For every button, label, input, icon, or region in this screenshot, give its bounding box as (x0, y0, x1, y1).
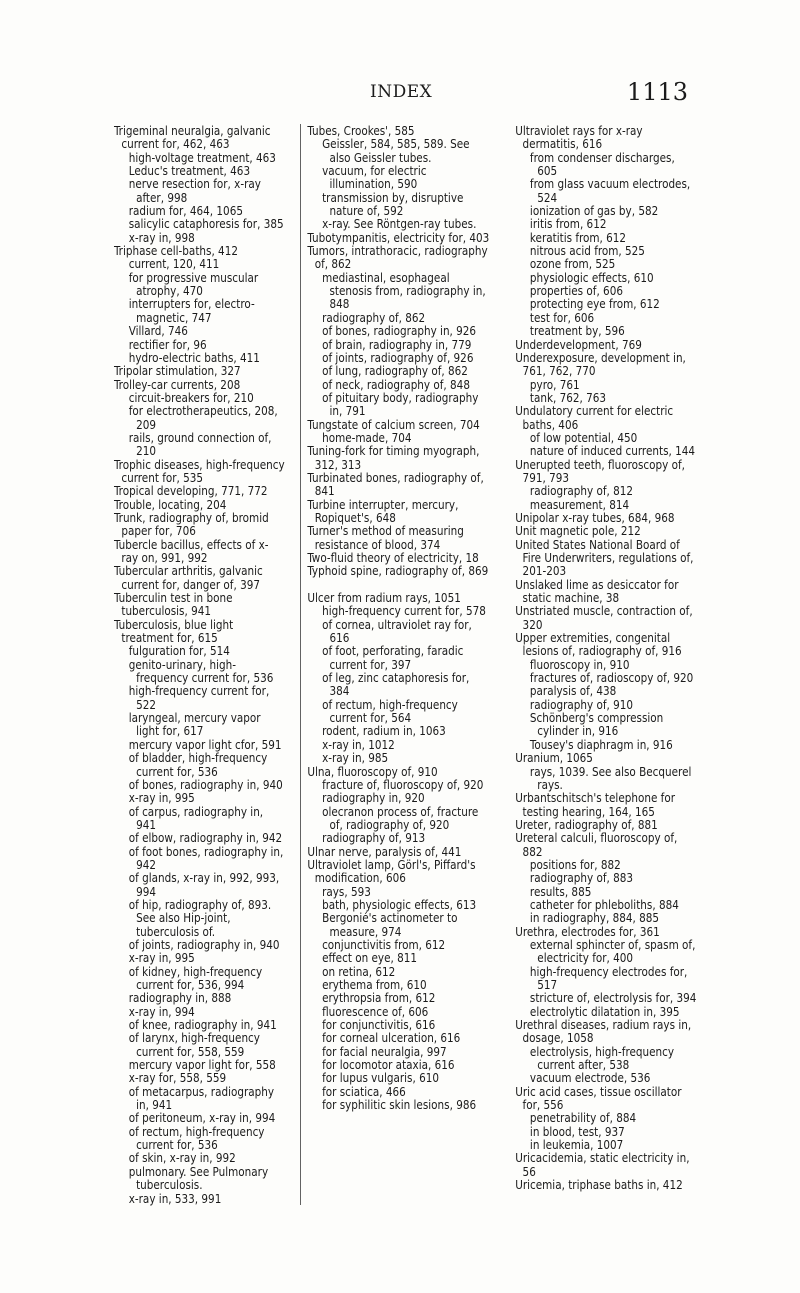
index-subentry: of bones, radiography in, 940 (128, 776, 283, 792)
index-subentry: of peritoneum, x-ray in, 994 (128, 1110, 276, 1126)
index-subentry: penetrability of, 884 (529, 1110, 637, 1126)
index-subentry: mercury vapor light cfor, 591 (128, 736, 282, 752)
index-subentry: of foot, perforating, faradic current for, 397 (322, 643, 464, 672)
index-subentry: of kidney, high-frequency current for, 536, 994 (128, 963, 263, 992)
index-column-1 (114, 124, 285, 1205)
index-subentry: interrupters for, electro-magnetic, 747 (128, 296, 255, 325)
index-subentry: radiography of, 862 (322, 309, 426, 325)
index-subentry: bath, physiologic effects, 613 (322, 896, 477, 912)
index-subentry: ionization of gas by, 582 (529, 203, 659, 219)
index-entry: Ultraviolet rays for x-ray dermatitis, 616 (515, 123, 643, 152)
index-entry: Unit magnetic pole, 212 (515, 523, 641, 539)
index-entry: Tripolar stimulation, 327 (114, 363, 241, 379)
index-subentry: radiography of, 910 (529, 696, 634, 712)
index-subentry: high-frequency current for, 522 (128, 683, 270, 712)
index-subentry: Villard, 746 (128, 323, 188, 339)
index-subentry: iritis from, 612 (529, 216, 607, 232)
index-entry: Trunk, radiography of, bromid paper for, 706 (114, 509, 269, 539)
index-subentry: of bladder, high-frequency current for, 536 (128, 750, 268, 779)
index-subentry: on retina, 612 (322, 963, 396, 979)
index-subentry: of knee, radiography in, 941 (128, 1017, 277, 1033)
index-entry: Unipolar x-ray tubes, 684, 968 (515, 509, 675, 525)
index-subentry: for facial neuralgia, 997 (322, 1043, 447, 1059)
index-subentry: x-ray in, 985 (322, 750, 389, 766)
index-entry: Uric acid cases, tissue oscillator for, 556 (515, 1083, 682, 1113)
index-subentry: for syphilitic skin lesions, 986 (322, 1097, 477, 1113)
running-title: INDEX (370, 82, 433, 102)
index-subentry: x-ray in, 1012 (322, 736, 395, 752)
index-subentry: pyro, 761 (529, 376, 580, 392)
index-entry: Tubercular arthritis, galvanic current for, danger of, 397 (114, 563, 263, 592)
index-subentry: laryngeal, mercury vapor light for, 617 (128, 710, 261, 739)
index-entry: Urethral diseases, radium rays in, dosage, 1058 (515, 1017, 692, 1046)
index-subentry: high-frequency current for, 578 (322, 603, 486, 619)
index-subentry: radiography in, 920 (322, 790, 425, 806)
index-subentry: electrolytic dilatation in, 395 (529, 1003, 680, 1019)
index-subentry: for electrotherapeutics, 208, 209 (128, 403, 278, 432)
index-entry: Tumors, intrathoracic, radiography of, 862 (307, 243, 488, 272)
index-subentry: of rectum, high-frequency current for, 536 (128, 1123, 265, 1153)
index-subentry: x-ray. See Röntgen-ray tubes. (322, 216, 477, 232)
index-entry: Upper extremities, congenital lesions of, radiography of, 916 (515, 630, 682, 659)
index-subentry: treatment by, 596 (529, 323, 625, 339)
index-entry: Tubercle bacillus, effects of x-ray on, 991, 992 (114, 536, 269, 565)
index-subentry: of leg, zinc cataphoresis for, 384 (322, 670, 470, 699)
index-subentry: of joints, radiography of, 926 (322, 349, 474, 365)
index-subentry: in radiography, 884, 885 (529, 910, 659, 926)
index-subentry: for progressive muscular atrophy, 470 (128, 269, 259, 299)
index-subentry: x-ray in, 995 (128, 950, 195, 966)
index-entry: Uranium, 1065 (515, 750, 593, 766)
index-subentry: mercury vapor light for, 558 (128, 1057, 276, 1073)
index-entry: Typhoid spine, radiography of, 869 (307, 563, 489, 579)
index-entry: Underexposure, development in, 761, 762, 770 (515, 349, 686, 379)
index-subentry: x-ray in, 995 (128, 790, 195, 806)
index-entry: Ulcer from radium rays, 1051 (307, 590, 461, 606)
index-subentry: tank, 762, 763 (529, 389, 607, 405)
index-subentry: of foot bones, radiography in, 942 (128, 843, 284, 872)
index-subentry: x-ray in, 994 (128, 1003, 195, 1019)
index-subentry: of brain, radiography in, 779 (322, 336, 472, 352)
index-entry: Uricemia, triphase baths in, 412 (515, 1177, 683, 1193)
index-subentry: of joints, radiography in, 940 (128, 936, 280, 952)
index-entry: Tropical developing, 771, 772 (114, 483, 268, 499)
index-subentry: external sphincter of, spasm of, electricity for, 400 (529, 936, 696, 966)
index-entry: Tungstate of calcium screen, 704 (307, 416, 480, 432)
index-subentry: Tousey's diaphragm in, 916 (529, 736, 673, 752)
index-entry: Urethra, electrodes for, 361 (515, 923, 660, 939)
index-subentry: fluorescence of, 606 (322, 1003, 429, 1019)
index-entry: Ureteral calculi, fluoroscopy of, 882 (515, 830, 678, 859)
index-subentry: radiography of, 883 (529, 870, 634, 886)
index-entry: Trophic diseases, high-frequency current for, 535 (114, 456, 285, 485)
index-subentry: radiography in, 888 (128, 990, 232, 1006)
index-entry: Ureter, radiography of, 881 (515, 816, 658, 832)
index-subentry: from condenser discharges, 605 (529, 149, 675, 179)
index-subentry: Bergonié's actinometer to measure, 974 (322, 910, 458, 939)
index-subentry: ozone from, 525 (529, 256, 616, 272)
index-entry: Ultraviolet lamp, Görl's, Piffard's modification, 606 (307, 856, 476, 886)
index-subentry: Leduc's treatment, 463 (128, 163, 251, 179)
index-subentry: fulguration for, 514 (128, 643, 230, 659)
index-column-2 (300, 124, 490, 1205)
index-subentry: of pituitary body, radiography in, 791 (322, 389, 479, 419)
index-subentry: pulmonary. See Pulmonary tuberculosis. (128, 1163, 269, 1193)
index-entry: Trouble, locating, 204 (114, 496, 227, 512)
index-column-3 (506, 124, 697, 1205)
index-subentry: high-frequency electrodes for, 517 (529, 963, 688, 992)
index-subentry: nitrous acid from, 525 (529, 243, 645, 259)
index-subentry: rays, 593 (322, 883, 371, 899)
index-subentry: of elbow, radiography in, 942 (128, 830, 283, 846)
index-subentry: radiography of, 913 (322, 830, 426, 846)
index-subentry: x-ray in, 998 (128, 229, 195, 245)
index-subentry: of larynx, high-frequency current for, 558, 559 (128, 1030, 260, 1059)
index-subentry: radiography of, 812 (529, 483, 634, 499)
index-subentry: circuit-breakers for, 210 (128, 389, 254, 405)
index-subentry: radium for, 464, 1065 (128, 203, 243, 219)
index-entry: Trolley-car currents, 208 (114, 376, 241, 392)
index-subentry: of metacarpus, radiography in, 941 (128, 1083, 275, 1113)
index-subentry: of hip, radiography of, 893. See also Hip-joint, tuberculosis of. (128, 896, 272, 939)
index-subentry: for conjunctivitis, 616 (322, 1017, 436, 1033)
index-subentry: vacuum, for electric illumination, 590 (322, 163, 427, 192)
index-subentry: fractures of, radioscopy of, 920 (529, 670, 694, 686)
index-subentry: for locomotor ataxia, 616 (322, 1057, 455, 1073)
index-subentry: in blood, test, 937 (529, 1123, 625, 1139)
index-subentry: in leukemia, 1007 (529, 1137, 624, 1153)
index-entry: Urbantschitsch's telephone for testing hearing, 164, 165 (515, 790, 675, 819)
index-subentry: for sciatica, 466 (322, 1083, 406, 1099)
index-entry: Turner's method of measuring resistance of blood, 374 (307, 523, 464, 552)
index-subentry: results, 885 (529, 883, 592, 899)
page-number: 1113 (626, 78, 688, 106)
index-subentry: effect on eye, 811 (322, 950, 417, 966)
index-subentry: nature of induced currents, 144 (529, 443, 695, 459)
index-subentry: fracture of, fluoroscopy of, 920 (322, 776, 484, 792)
index-subentry: erythema from, 610 (322, 977, 427, 992)
index-subentry: electrolysis, high-frequency current after, 538 (529, 1043, 675, 1073)
index-entry: Undulatory current for electric baths, 406 (515, 403, 674, 432)
index-subentry: erythropsia from, 612 (322, 990, 436, 1006)
index-subentry: nerve resection for, x-ray after, 998 (128, 176, 261, 205)
index-subentry: from glass vacuum electrodes, 524 (529, 176, 691, 205)
index-entry: Tubotympanitis, electricity for, 403 (307, 229, 490, 245)
index-subentry: of bones, radiography in, 926 (322, 323, 477, 339)
index-entry: Triphase cell-baths, 412 (114, 243, 238, 259)
index-subentry: home-made, 704 (322, 429, 412, 445)
index-subentry: for lupus vulgaris, 610 (322, 1070, 439, 1086)
index-subentry: stricture of, electrolysis for, 394 (529, 990, 697, 1006)
index-entry: Two-fluid theory of electricity, 18 (307, 550, 479, 565)
index-subentry: of neck, radiography of, 848 (322, 376, 470, 392)
index-subentry: fluoroscopy in, 910 (529, 656, 630, 672)
index-entry: Ulnar nerve, paralysis of, 441 (307, 843, 462, 859)
index-entry: Unslaked lime as desiccator for static machine, 38 (515, 576, 679, 606)
index-subentry: of rectum, high-frequency current for, 564 (322, 696, 458, 726)
index-subentry: positions for, 882 (529, 856, 621, 872)
index-entry: Unerupted teeth, fluoroscopy of, 791, 793 (515, 456, 685, 485)
index-subentry: x-ray in, 533, 991 (128, 1190, 222, 1206)
index-subentry: rectifier for, 96 (128, 336, 207, 352)
index-subentry: vacuum electrode, 536 (529, 1070, 651, 1086)
index-subentry: of low potential, 450 (529, 429, 638, 445)
index-subentry: catheter for phleboliths, 884 (529, 896, 679, 912)
index-entry: United States National Board of Fire Underwriters, regulations of, 201-203 (515, 536, 694, 579)
index-entry: Underdevelopment, 769 (515, 336, 642, 352)
index-subentry: olecranon process of, fracture of, radiography of, 920 (322, 803, 479, 832)
index-subentry: hydro-electric baths, 411 (128, 349, 260, 365)
page-header (0, 80, 800, 110)
index-subentry: of skin, x-ray in, 992 (128, 1150, 236, 1166)
index-subentry: rays, 1039. See also Becquerel rays. (529, 763, 692, 792)
index-subentry: Geissler, 584, 585, 589. See also Geissler tubes. (322, 136, 470, 165)
index-subentry: rails, ground connection of, 210 (128, 429, 272, 459)
index-entry: Tubes, Crookes', 585 (307, 123, 415, 138)
index-subentry: x-ray for, 558, 559 (128, 1070, 227, 1086)
index-columns (114, 124, 714, 1205)
index-entry: Tuberculosis, blue light treatment for, 615 (114, 616, 234, 646)
index-subentry: of cornea, ultraviolet ray for, 616 (322, 616, 472, 646)
index-subentry: measurement, 814 (529, 496, 630, 512)
index-subentry: of lung, radiography of, 862 (322, 363, 468, 379)
index-subentry: genito-urinary, high-frequency current for, 536 (128, 656, 274, 686)
index-entry: Tuberculin test in bone tuberculosis, 941 (114, 590, 233, 619)
index-entry: Uricacidemia, static electricity in, 56 (515, 1150, 690, 1179)
index-subentry: high-voltage treatment, 463 (128, 149, 276, 165)
index-entry: Tuning-fork for timing myograph, 312, 313 (307, 443, 480, 472)
index-entry: Turbinated bones, radiography of, 841 (307, 469, 484, 499)
index-subentry: physiologic effects, 610 (529, 269, 654, 285)
index-subentry: protecting eye from, 612 (529, 296, 660, 312)
index-subentry: properties of, 606 (529, 283, 623, 299)
index-subentry: of glands, x-ray in, 992, 993, 994 (128, 870, 280, 899)
index-subentry: salicylic cataphoresis for, 385 (128, 216, 284, 232)
index-entry: Turbine interrupter, mercury, Ropiquet's, 648 (307, 496, 459, 525)
index-subentry: current, 120, 411 (128, 256, 220, 272)
index-subentry: of carpus, radiography in, 941 (128, 803, 264, 832)
index-subentry: for corneal ulceration, 616 (322, 1030, 461, 1046)
index-subentry: rodent, radium in, 1063 (322, 723, 446, 739)
index-entry: Unstriated muscle, contraction of, 320 (515, 603, 693, 632)
index-entry (307, 578, 489, 591)
index-subentry: conjunctivitis from, 612 (322, 936, 446, 952)
index-entry: Trigeminal neuralgia, galvanic current for, 462, 463 (114, 123, 271, 152)
index-subentry: mediastinal, esophageal stenosis from, radiography in, 848 (322, 269, 486, 312)
index-subentry: test for, 606 (529, 309, 595, 325)
index-subentry: transmission by, disruptive nature of, 592 (322, 189, 464, 219)
index-entry: Ulna, fluoroscopy of, 910 (307, 763, 438, 779)
index-subentry: keratitis from, 612 (529, 229, 627, 245)
index-subentry: Schönberg's compression cylinder in, 916 (529, 710, 664, 739)
index-subentry: paralysis of, 438 (529, 683, 617, 699)
